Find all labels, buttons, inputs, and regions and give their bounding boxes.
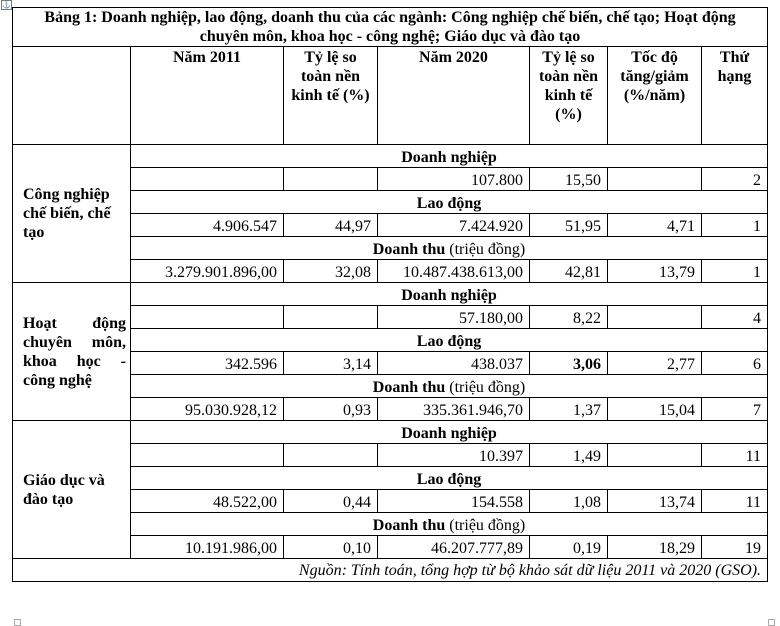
enterprises-growth-cell: [608, 306, 702, 329]
labor-share-2011-cell: 44,97: [284, 214, 378, 237]
labor-value-2011-cell: 48.522,00: [131, 490, 284, 513]
revenue-value-2011-cell: 3.279.901.896,00: [131, 260, 284, 283]
table-body: [13, 145, 768, 559]
labor-share-2020-cell: 1,08: [530, 490, 608, 513]
group-label: [131, 283, 768, 306]
enterprises-value-2020-cell: 107.800: [378, 168, 530, 191]
labor-rank-cell: 1: [702, 214, 768, 237]
group-label: [131, 467, 768, 490]
revenue-share-2020-cell: 0,19: [530, 536, 608, 559]
group-label: [131, 375, 768, 398]
labor-share-2020-cell: 3,06: [530, 352, 608, 375]
enterprises-label: Doanh nghiệp: [401, 149, 497, 166]
header-year-2020: Năm 2020: [378, 47, 530, 145]
enterprises-share-2011-cell: [284, 306, 378, 329]
revenue-share-2011-cell: 0,93: [284, 398, 378, 421]
group-label: [131, 191, 768, 214]
header-blank: [13, 47, 131, 145]
group-header-row: [13, 283, 768, 306]
revenue-share-2020-cell: 1,37: [530, 398, 608, 421]
revenue-growth-cell: 15,04: [608, 398, 702, 421]
revenue-rank-cell: 19: [702, 536, 768, 559]
anchor-mark: ⚓: [2, 1, 11, 9]
enterprises-share-2011-cell: [284, 444, 378, 467]
group-label: [131, 237, 768, 260]
labor-growth-cell: 13,74: [608, 490, 702, 513]
group-label: [131, 513, 768, 536]
enterprises-share-2020-cell: 1,49: [530, 444, 608, 467]
enterprises-share-2020-cell: 15,50: [530, 168, 608, 191]
labor-growth-cell: 2,77: [608, 352, 702, 375]
enterprises-share-2011-cell: [284, 168, 378, 191]
header-growth: Tốc độ tăng/giảm (%/năm): [608, 47, 702, 145]
enterprises-rank-cell: 4: [702, 306, 768, 329]
labor-share-2020-cell: 51,95: [530, 214, 608, 237]
labor-label: Lao động: [416, 333, 482, 350]
revenue-value-2020-cell: 10.487.438.613,00: [378, 260, 530, 283]
enterprises-value-2011-cell: [131, 444, 284, 467]
revenue-share-2011-cell: 32,08: [284, 260, 378, 283]
header-share-2011: Tỷ lệ so toàn nền kinh tế (%): [284, 47, 378, 145]
revenue-rank-cell: 1: [702, 260, 768, 283]
labor-share-2011-cell: 3,14: [284, 352, 378, 375]
page-edge-mark: [768, 619, 775, 626]
group-header-row: [13, 145, 768, 168]
revenue-label: Doanh thu: [372, 517, 446, 534]
revenue-rank-cell: 7: [702, 398, 768, 421]
data-table: [12, 7, 768, 582]
group-header-row: [13, 421, 768, 444]
enterprises-growth-cell: [608, 168, 702, 191]
revenue-growth-cell: 13,79: [608, 260, 702, 283]
enterprises-growth-cell: [608, 444, 702, 467]
revenue-share-2011-cell: 0,10: [284, 536, 378, 559]
labor-growth-cell: 4,71: [608, 214, 702, 237]
enterprises-label: Doanh nghiệp: [401, 425, 497, 442]
enterprises-value-2011-cell: [131, 306, 284, 329]
revenue-label: Doanh thu: [372, 241, 446, 258]
header-year-2011: Năm 2011: [131, 47, 284, 145]
labor-value-2020-cell: 7.424.920: [378, 214, 530, 237]
revenue-unit: (triệu đồng): [445, 379, 526, 396]
labor-rank-cell: 6: [702, 352, 768, 375]
group-label: [131, 421, 768, 444]
revenue-unit: (triệu đồng): [445, 517, 526, 534]
labor-label: Lao động: [416, 471, 482, 488]
revenue-share-2020-cell: 42,81: [530, 260, 608, 283]
labor-value-2011-cell: 342.596: [131, 352, 284, 375]
enterprises-value-2020-cell: 57.180,00: [378, 306, 530, 329]
revenue-label: Doanh thu: [372, 379, 446, 396]
revenue-value-2020-cell: 335.361.946,70: [378, 398, 530, 421]
labor-value-2020-cell: 154.558: [378, 490, 530, 513]
labor-value-2011-cell: 4.906.547: [131, 214, 284, 237]
group-label: [131, 329, 768, 352]
revenue-growth-cell: 18,29: [608, 536, 702, 559]
group-label: [131, 145, 768, 168]
enterprises-rank-cell: 11: [702, 444, 768, 467]
header-share-2020: Tỷ lệ so toàn nền kinh tế (%): [530, 47, 608, 145]
revenue-unit: (triệu đồng): [445, 241, 526, 258]
header-rank: Thứ hạng: [702, 47, 768, 145]
page-edge-mark: [14, 619, 21, 626]
sector-name: Giáo dục và đào tạo: [13, 421, 131, 559]
labor-share-2011-cell: 0,44: [284, 490, 378, 513]
enterprises-value-2011-cell: [131, 168, 284, 191]
labor-value-2020-cell: 438.037: [378, 352, 530, 375]
sector-name: Công nghiệp chế biến, chế tạo: [13, 145, 131, 283]
enterprises-share-2020-cell: 8,22: [530, 306, 608, 329]
enterprises-value-2020-cell: 10.397: [378, 444, 530, 467]
source-note: Nguồn: Tính toán, tổng hợp từ bộ khảo sát dữ liệu 2011 và 2020 (GSO).: [13, 559, 768, 582]
table-title: Bảng 1: Doanh nghiệp, lao động, doanh thu của các ngành: Công nghiệp chế biến, chế tạo; Hoạt động chuyên môn, khoa học - công nghệ; Giáo dục và đào tạo: [13, 8, 768, 47]
labor-rank-cell: 11: [702, 490, 768, 513]
revenue-value-2011-cell: 10.191.986,00: [131, 536, 284, 559]
sector-name: Hoạt động chuyên môn, khoa học - công nghệ: [13, 283, 131, 421]
revenue-value-2020-cell: 46.207.777,89: [378, 536, 530, 559]
enterprises-label: Doanh nghiệp: [401, 287, 497, 304]
revenue-value-2011-cell: 95.030.928,12: [131, 398, 284, 421]
enterprises-rank-cell: 2: [702, 168, 768, 191]
labor-label: Lao động: [416, 195, 482, 212]
